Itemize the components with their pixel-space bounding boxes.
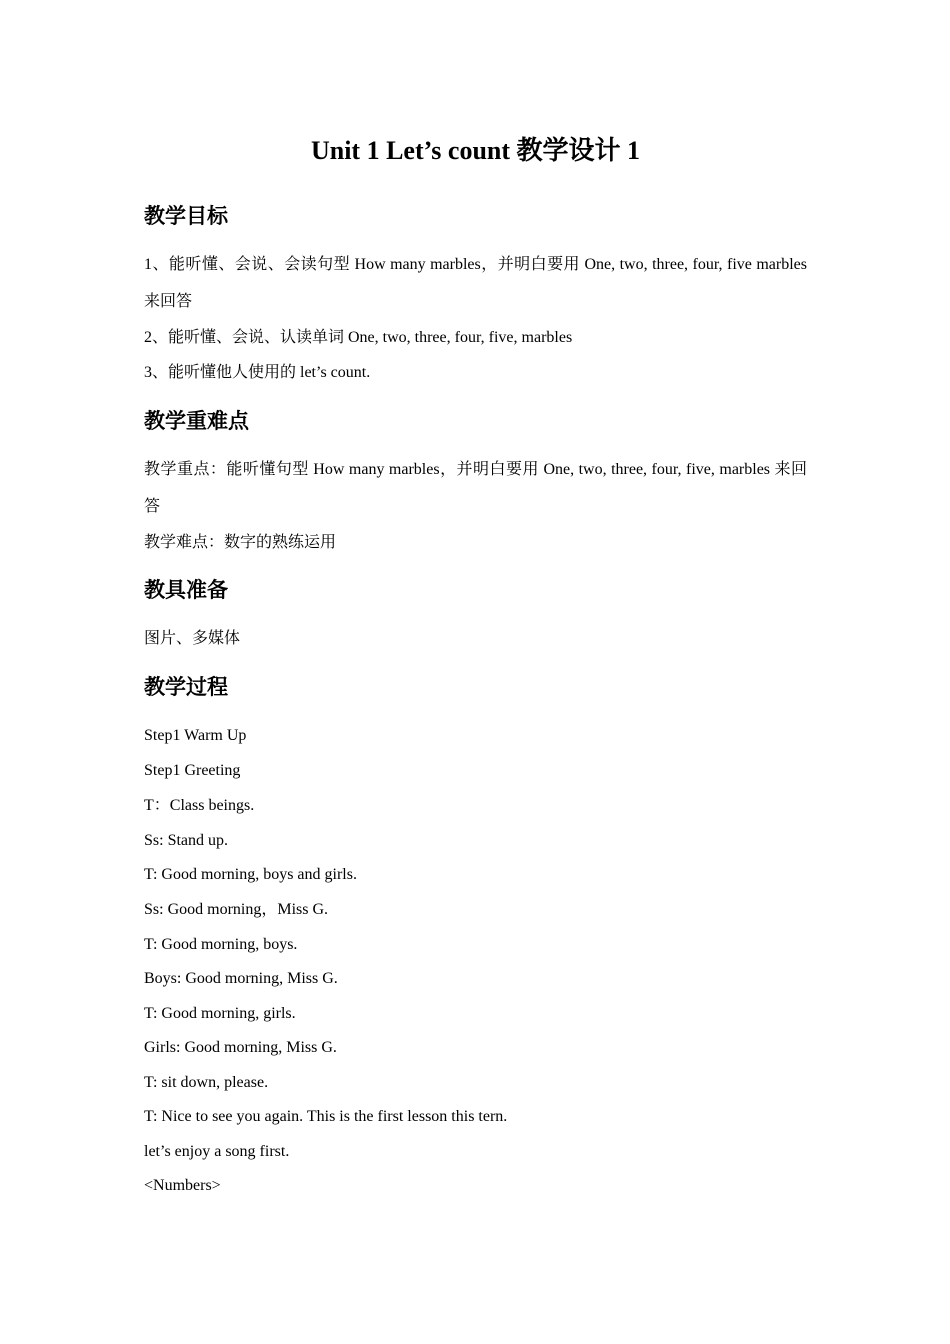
process-line: T: Good morning, girls. — [144, 1005, 296, 1022]
process-line: Girls: Good morning, Miss G. — [144, 1039, 337, 1056]
heading-key-points: 教学重难点 — [144, 409, 249, 433]
heading-objectives: 教学目标 — [144, 204, 228, 228]
key-point-item: 教学重点：能听懂句型 How many marbles，并明白要用 One, two, three, four, five, marbles 来回答 — [144, 461, 807, 515]
process-line: T: sit down, please. — [144, 1074, 269, 1091]
heading-process: 教学过程 — [144, 675, 228, 699]
process-line: T: Nice to see you again. This is the first lesson this tern. — [144, 1108, 508, 1125]
process-line: T：Class beings. — [144, 797, 255, 814]
process-line: Step1 Warm Up — [144, 727, 247, 744]
process-line: let’s enjoy a song first. — [144, 1143, 290, 1160]
process-line: T: Good morning, boys and girls. — [144, 866, 357, 883]
materials-item: 图片、多媒体 — [144, 630, 241, 647]
objective-item-2: 2、能听懂、会说、认读单词 One, two, three, four, five, marbles — [144, 329, 573, 346]
process-line: T: Good morning, boys. — [144, 936, 298, 953]
process-line: Ss: Good morning，Miss G. — [144, 901, 329, 918]
process-line: <Numbers> — [144, 1177, 221, 1194]
objective-item-1: 1、能听懂、会说、会读句型 How many marbles，并明白要用 One, two, three, four, five marbles 来回答 — [144, 256, 807, 310]
objective-item-3: 3、能听懂他人使用的 let’s count. — [144, 364, 371, 381]
process-line: Boys: Good morning, Miss G. — [144, 970, 338, 987]
process-line: Step1 Greeting — [144, 762, 241, 779]
difficult-point-item: 教学难点：数字的熟练运用 — [144, 534, 337, 551]
document-title: Unit 1 Let’s count 教学设计 1 — [310, 136, 641, 165]
heading-materials: 教具准备 — [144, 578, 228, 602]
process-line: Ss: Stand up. — [144, 832, 229, 849]
